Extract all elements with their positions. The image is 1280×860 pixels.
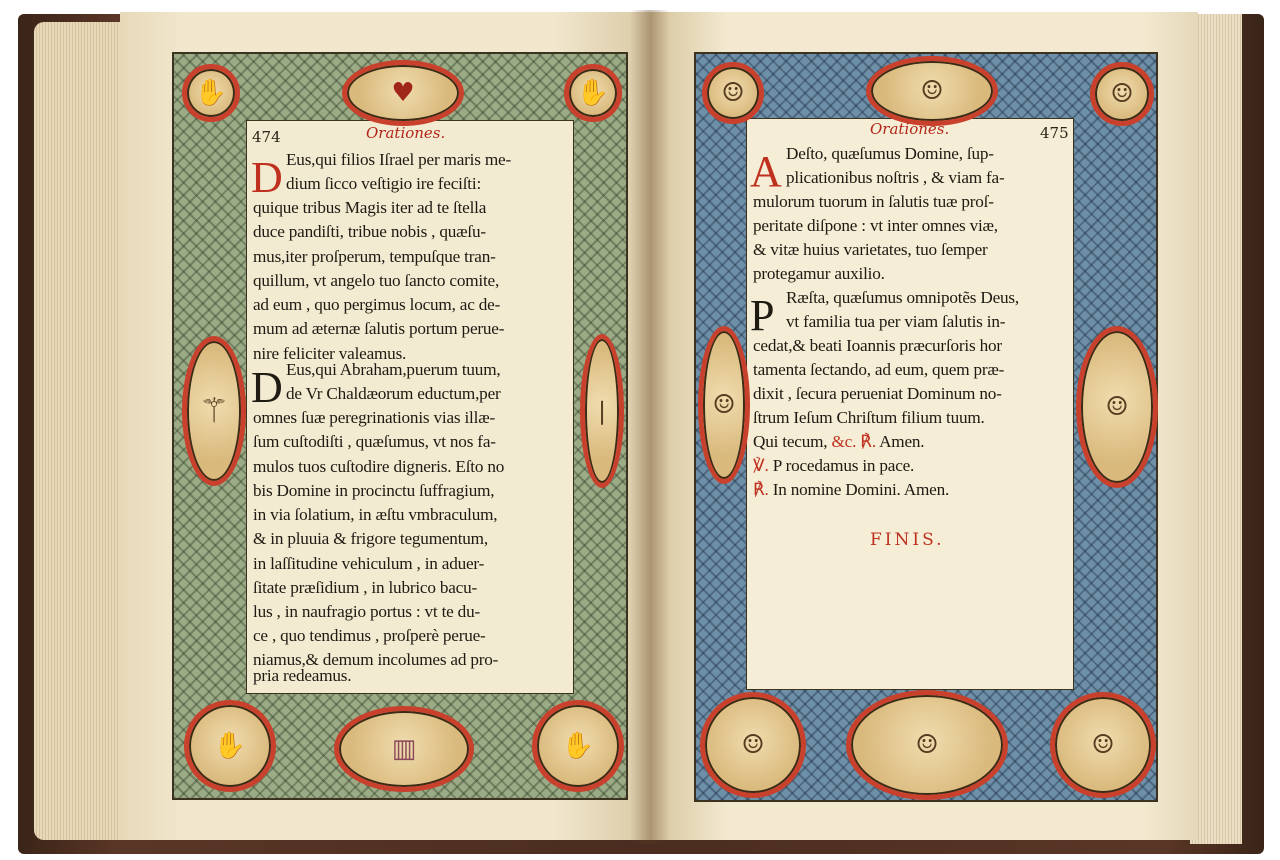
lance-icon: ⚚ xyxy=(182,336,246,486)
right-prayer-2-line-1: Ræſta, quæſumus omnipotẽs Deus, xyxy=(786,288,1019,307)
left-prayer-1-line-9: nire feliciter valeamus. xyxy=(253,344,407,363)
john-baptist-icon: ☺ xyxy=(698,326,750,484)
closing-prefix: Qui tecum, xyxy=(753,432,832,451)
hand-icon: ✋ xyxy=(564,64,622,122)
saint-with-knife-icon: ☺ xyxy=(866,56,998,126)
left-prayer-2-line-6: bis Domine in procinctu ſuffragium, xyxy=(253,481,495,500)
left-prayer-2-line-2: de Vr Chaldæorum eductum,per xyxy=(286,384,501,403)
closing-rubric: &c. ℟. xyxy=(831,432,876,451)
left-prayer-1-line-8: mum ad æternæ ſalutis portum perue- xyxy=(253,319,505,338)
right-prayer-1-line-4: peritate diſpone : vt inter omnes viæ, xyxy=(753,216,998,235)
shroud-icon: ▥ xyxy=(334,706,474,792)
right-response-line xyxy=(753,478,949,502)
left-prayer-1-line-2: dium ſicco veſtigio ire feciſti: xyxy=(286,174,482,193)
left-prayer-1-line-5: mus,iter proſperum, tempuſque tran- xyxy=(253,247,496,266)
right-prayer-1-line-2: plicationibus noſtris , & viam fa- xyxy=(786,168,1005,187)
saint-head-icon: ☺ xyxy=(1090,62,1154,126)
left-prayer-2-line-7: in via ſolatium, in æſtu vmbraculum, xyxy=(253,505,498,524)
closing-suffix: Amen. xyxy=(875,432,925,451)
right-prayer-1-line-5: & vitæ huius varietates, tuo ſemper xyxy=(753,240,988,259)
finis-colophon: FINIS. xyxy=(870,530,945,550)
right-prayer-2-line-5: dixit , ſecura perueniat Dominum no- xyxy=(753,384,1002,403)
right-closing-line xyxy=(753,430,924,454)
right-prayer-2-line-3: cedat,& beati Ioannis præcurſoris hor xyxy=(753,336,1002,355)
hand-icon: ✋ xyxy=(182,64,240,122)
left-running-head: Orationes. xyxy=(366,124,446,142)
right-prayer-1-line-1: Deſto, quæſumus Domine, ſup- xyxy=(786,144,994,163)
john-evangelist-chalice-icon: ☺ xyxy=(1076,326,1158,488)
reed-icon: ❘ xyxy=(580,334,624,488)
right-prayer-2-line-6: ſtrum Ieſum Chriſtum filium tuum. xyxy=(753,408,985,427)
left-drop-cap-2: D xyxy=(251,363,283,412)
right-prayer-2-line-2: vt familia tua per viam ſalutis in- xyxy=(786,312,1006,331)
response-mark: ℟. xyxy=(753,480,769,499)
left-prayer-2-line-1: Eus,qui Abraham,puerum tuum, xyxy=(286,360,501,379)
paul-sword-icon: ☺ xyxy=(700,692,806,798)
left-page-number: 474 xyxy=(252,128,281,146)
right-page-number: 475 xyxy=(1040,124,1069,142)
foot-icon: ✋ xyxy=(184,700,276,792)
left-prayer-2-line-11: lus , in naufragio portus : vt te du- xyxy=(253,602,480,621)
left-prayer-2-line-5: mulos tuos cuſtodire digneris. Eſto no xyxy=(253,457,505,476)
right-running-head: Orationes. xyxy=(870,120,950,138)
saint-head-icon: ☺ xyxy=(702,62,764,124)
right-prayer-1-line-3: mulorum tuorum in ſalutis tuæ proſ- xyxy=(753,192,994,211)
left-prayer-2-line-12: ce , quo tendimus , proſperè perue- xyxy=(253,626,486,645)
left-prayer-1-line-4: duce pandiſti, tribue nobis , quæſu- xyxy=(253,222,486,241)
peter-keys-icon: ☺ xyxy=(846,690,1008,800)
right-prayer-1-line-6: protegamur auxilio. xyxy=(753,264,885,283)
right-drop-cap-1: A xyxy=(750,147,782,196)
left-prayer-2-line-13: niamus,& demum incolumes ad pro- xyxy=(253,650,499,669)
right-versicle-line xyxy=(753,454,914,478)
left-prayer-1-line-3: quique tribus Magis iter ad te ſtella xyxy=(253,198,487,217)
left-prayer-1-line-1: Eus,qui filios Iſrael per maris me- xyxy=(286,150,511,169)
foot-icon: ✋ xyxy=(532,700,624,792)
left-prayer-2-line-14: pria redeamus. xyxy=(253,666,352,685)
saint-portrait-icon: ☺ xyxy=(1050,692,1156,798)
right-drop-cap-2: P xyxy=(750,291,775,340)
left-prayer-2-line-8: & in pluuia & frigore tegumentum, xyxy=(253,529,488,548)
book-gutter xyxy=(630,10,670,844)
left-prayer-1-line-6: quillum, vt angelo tuo ſancto comite, xyxy=(253,271,500,290)
versicle-mark: ℣. xyxy=(753,456,769,475)
left-prayer-1-line-7: ad eum , quo pergimus locum, ac de- xyxy=(253,295,501,314)
left-prayer-2-line-4: ſum cuſtodiſti , quæſumus, vt nos fa- xyxy=(253,432,496,451)
left-prayer-2-line-3: omnes ſuæ peregrinationis vias illæ- xyxy=(253,408,495,427)
left-prayer-2-line-10: ſitate præſidium , in lubrico bacu- xyxy=(253,578,478,597)
right-prayer-2-line-4: tamenta ſectando, ad eum, quem præ- xyxy=(753,360,1005,379)
heart-icon: ♥ xyxy=(342,60,464,126)
left-prayer-2-line-9: in laſſitudine vehiculum , in aduer- xyxy=(253,554,485,573)
left-drop-cap-1: D xyxy=(251,153,283,202)
versicle-text: P rocedamus in pace. xyxy=(768,456,915,475)
response-text: In nomine Domini. Amen. xyxy=(768,480,950,499)
